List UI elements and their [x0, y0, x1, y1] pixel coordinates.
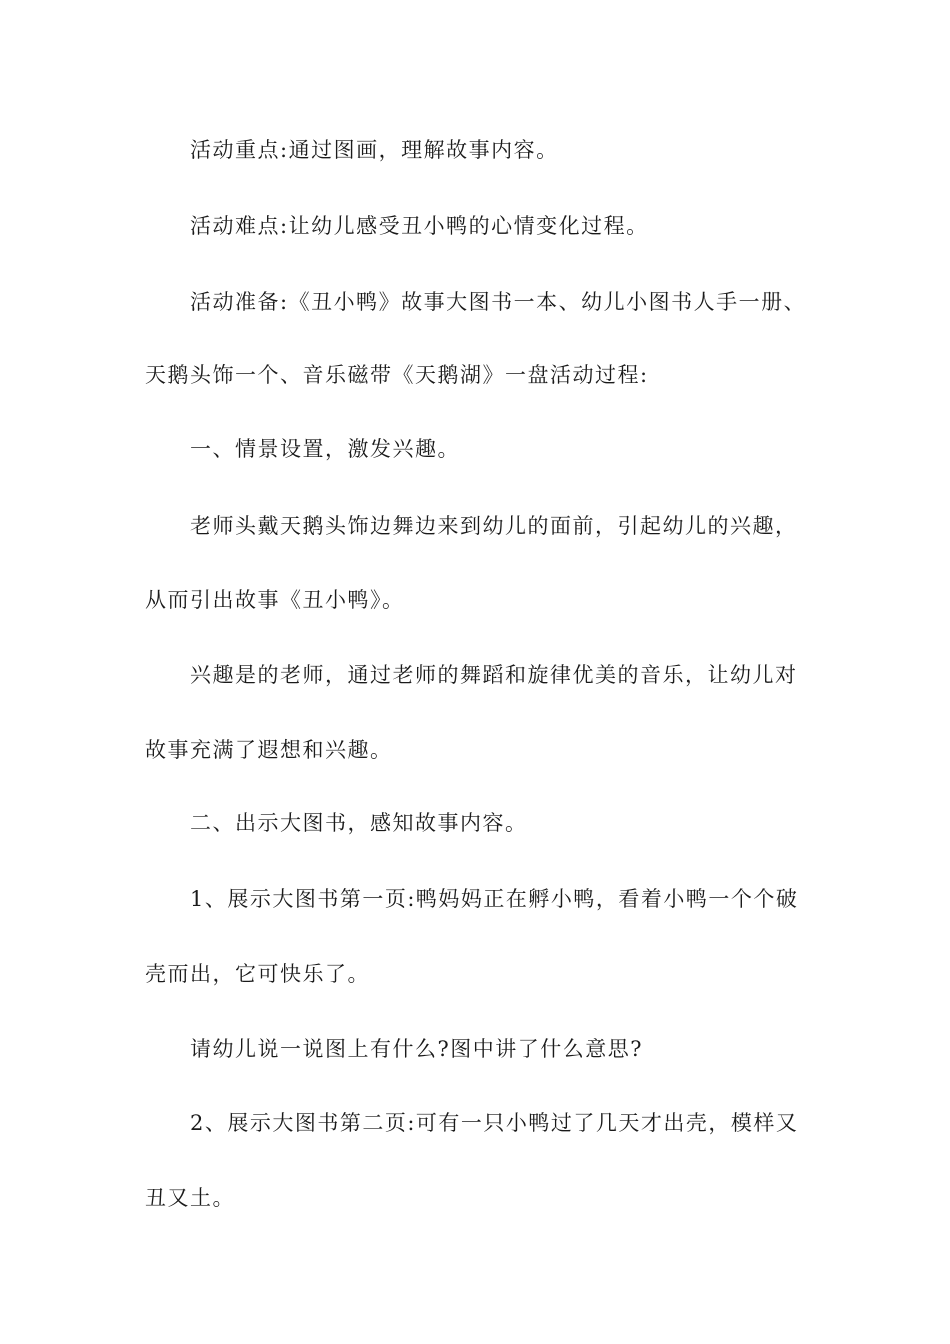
paragraph-line: 1、展示大图书第一页:鸭妈妈正在孵小鸭，看着小鸭一个个破 [190, 887, 799, 911]
paragraph-line: 老师头戴天鹅头饰边舞边来到幼儿的面前，引起幼儿的兴趣， [190, 514, 798, 538]
paragraph-line: 兴趣是的老师，通过老师的舞蹈和旋律优美的音乐，让幼儿对 [190, 663, 798, 687]
paragraph-line: 天鹅头饰一个、音乐磁带《天鹅湖》一盘活动过程: [145, 363, 649, 387]
paragraph-line: 2、展示大图书第二页:可有一只小鸭过了几天才出壳，模样又 [190, 1111, 799, 1135]
paragraph-line: 丑又土。 [145, 1186, 235, 1210]
paragraph-line: 从而引出故事《丑小鸭》。 [145, 588, 405, 612]
paragraph-line: 活动重点:通过图画，理解故事内容。 [190, 138, 559, 162]
paragraph-line: 请幼儿说一说图上有什么?图中讲了什么意思? [190, 1037, 644, 1061]
paragraph-line: 壳而出，它可快乐了。 [145, 962, 370, 986]
paragraph-line: 活动难点:让幼儿感受丑小鸭的心情变化过程。 [190, 214, 649, 238]
paragraph-line: 故事充满了遐想和兴趣。 [145, 738, 393, 762]
paragraph-line: 一、情景设置，激发兴趣。 [190, 437, 460, 461]
paragraph-line: 活动准备:《丑小鸭》故事大图书一本、幼儿小图书人手一册、 [190, 290, 807, 314]
paragraph-line: 二、出示大图书，感知故事内容。 [190, 811, 528, 835]
